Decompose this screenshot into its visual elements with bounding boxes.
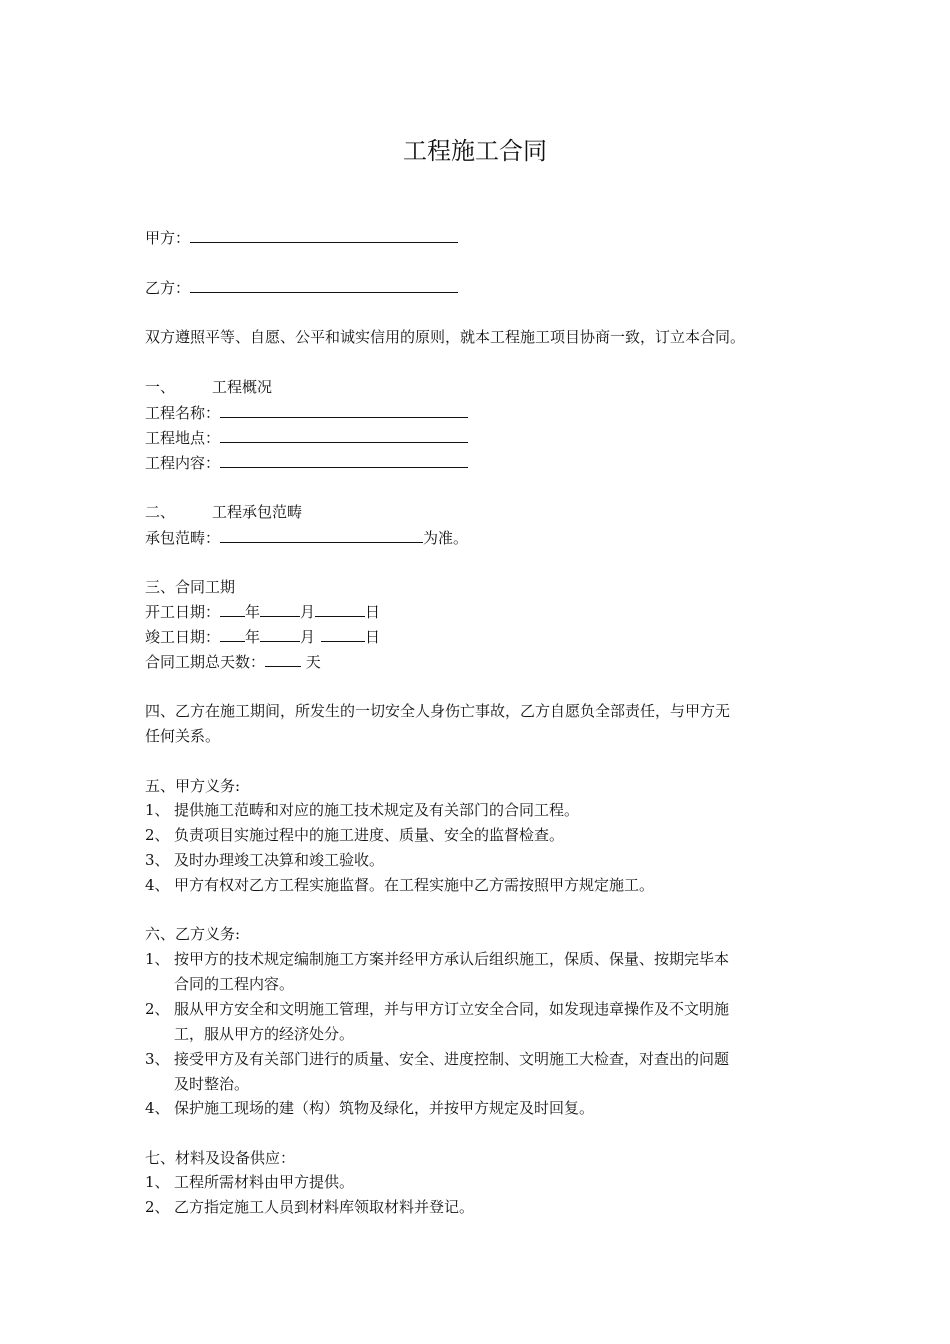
section-4-line-1: 四、乙方在施工期间，所发生的一切安全人身伤亡事故，乙方自愿负全部责任，与甲方无 [145,702,731,720]
list-item: 服从甲方安全和文明施工管理，并与甲方订立安全合同，如发现违章操作及不文明施 [174,1000,730,1018]
days-unit: 天 [305,653,321,671]
total-days-line [145,651,321,672]
list-item-num: 3、 [145,1050,170,1068]
list-item: 工程所需材料由甲方提供。 [174,1173,355,1191]
day-label: 日 [365,603,381,621]
section-6-heading: 六、乙方义务: [145,925,241,943]
section-4-line-2: 任何关系。 [145,727,221,745]
party-a-line [145,227,458,248]
intro-paragraph: 双方遵照平等、自愿、公平和诚实信用的原则，就本工程施工项目协商一致，订立本合同。 [145,328,746,346]
start-month-blank[interactable] [260,601,300,617]
party-b-blank[interactable] [190,277,458,293]
list-item-num: 2、 [145,1198,170,1216]
party-b-line [145,277,458,298]
list-item-continuation: 及时整治。 [174,1075,250,1093]
list-item-num: 4、 [145,1099,170,1117]
party-a-blank[interactable] [190,227,458,243]
list-item: 按甲方的技术规定编制施工方案并经甲方承认后组织施工，保质、保量、按期完毕本 [174,950,730,968]
month-label: 月 [300,628,316,646]
start-year-blank[interactable] [220,601,245,617]
document-title: 工程施工合同 [403,137,547,165]
end-month-blank[interactable] [260,626,300,642]
list-item: 及时办理竣工决算和竣工验收。 [174,851,385,869]
section-3-heading: 三、合同工期 [145,578,236,596]
party-a-label: 甲方： [145,229,191,247]
list-item: 接受甲方及有关部门进行的质量、安全、进度控制、文明施工大检查，对查出的问题 [174,1050,730,1068]
project-location-blank[interactable] [220,427,468,443]
list-item-num: 4、 [145,876,170,894]
list-item: 负责项目实施过程中的施工进度、质量、安全的监督检查。 [174,826,565,844]
day-label: 日 [365,628,381,646]
project-name-blank[interactable] [220,402,468,418]
project-location-line [145,427,468,448]
list-item: 乙方指定施工人员到材料库领取材料并登记。 [174,1198,475,1216]
section-2-number: 二、 [145,503,176,521]
party-b-label: 乙方： [145,279,191,297]
project-name-label: 工程名称： [145,404,221,422]
list-item-num: 1、 [145,801,170,819]
list-item-num: 2、 [145,826,170,844]
section-1-number: 一、 [145,378,176,396]
scope-blank[interactable] [220,527,423,543]
project-location-label: 工程地点： [145,429,221,447]
scope-suffix: 为准。 [423,529,469,547]
start-date-line [145,601,380,622]
end-day-blank[interactable] [321,626,365,642]
list-item-num: 3、 [145,851,170,869]
scope-line [145,527,468,548]
list-item: 保护施工现场的建（构）筑物及绿化，并按甲方规定及时回复。 [174,1099,595,1117]
year-label: 年 [245,603,261,621]
total-days-blank[interactable] [265,651,301,667]
list-item: 甲方有权对乙方工程实施监督。在工程实施中乙方需按照甲方规定施工。 [174,876,655,894]
list-item-num: 1、 [145,950,170,968]
start-day-blank[interactable] [315,601,365,617]
project-content-line [145,452,468,473]
list-item-continuation: 工，服从甲方的经济处分。 [174,1025,355,1043]
end-year-blank[interactable] [220,626,245,642]
list-item-num: 2、 [145,1000,170,1018]
section-5-heading: 五、甲方义务: [145,777,241,795]
list-item-num: 1、 [145,1173,170,1191]
month-label: 月 [300,603,316,621]
project-content-label: 工程内容： [145,454,221,472]
list-item: 提供施工范畴和对应的施工技术规定及有关部门的合同工程。 [174,801,580,819]
scope-label: 承包范畴： [145,529,221,547]
end-date-label: 竣工日期： [145,628,221,646]
section-2-heading: 工程承包范畴 [212,503,303,521]
total-days-label: 合同工期总天数： [145,653,266,671]
project-content-blank[interactable] [220,452,468,468]
list-item-continuation: 合同的工程内容。 [174,975,295,993]
end-date-line [145,626,380,647]
section-7-heading: 七、材料及设备供应： [145,1149,296,1167]
project-name-line [145,402,468,423]
section-1-heading: 工程概况 [212,378,273,396]
year-label: 年 [245,628,261,646]
start-date-label: 开工日期： [145,603,221,621]
